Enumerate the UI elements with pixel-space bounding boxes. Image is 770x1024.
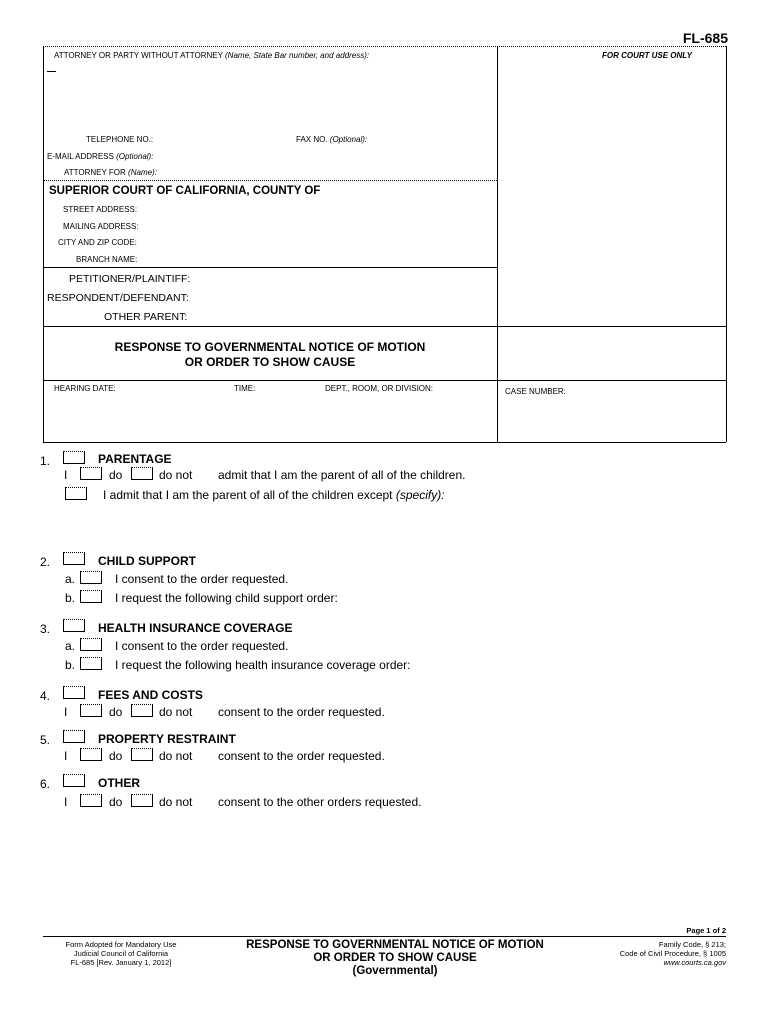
- item-2-number: 2.: [40, 555, 51, 569]
- email-label: E-MAIL ADDRESS (Optional):: [47, 152, 154, 161]
- health-title: HEALTH INSURANCE COVERAGE: [98, 621, 293, 635]
- child-support-b-checkbox[interactable]: [80, 590, 102, 603]
- parentage-do-checkbox[interactable]: [80, 467, 102, 480]
- city-zip-label: CITY AND ZIP CODE:: [58, 238, 137, 247]
- health-b-checkbox[interactable]: [80, 657, 102, 670]
- parentage-title: PARENTAGE: [98, 452, 172, 466]
- form-id: FL-685: [682, 30, 728, 46]
- time-label: TIME:: [234, 384, 256, 393]
- footer-rule: [43, 936, 726, 937]
- item-3-number: 3.: [40, 622, 51, 636]
- health-a-text: I consent to the order requested.: [115, 639, 289, 653]
- court-divider: [43, 180, 497, 181]
- court-use-label: FOR COURT USE ONLY: [602, 51, 692, 60]
- parentage-do-not-label: do not: [159, 468, 193, 482]
- item-6-number: 6.: [40, 777, 51, 791]
- child-support-title: CHILD SUPPORT: [98, 554, 197, 568]
- fees-do-checkbox[interactable]: [80, 704, 102, 717]
- fees-do-label: do: [109, 705, 123, 719]
- item-4-number: 4.: [40, 689, 51, 703]
- property-do-label: do: [109, 749, 123, 763]
- property-do-not-checkbox[interactable]: [131, 748, 153, 761]
- other-checkbox[interactable]: [63, 774, 85, 787]
- fees-i: I: [64, 705, 68, 719]
- parentage-i: I: [64, 468, 68, 482]
- other-text: consent to the other orders requested.: [218, 795, 422, 809]
- attorney-header: ATTORNEY OR PARTY WITHOUT ATTORNEY (Name, State Bar number, and address):: [54, 51, 370, 60]
- court-title: SUPERIOR COURT OF CALIFORNIA, COUNTY OF: [49, 185, 321, 197]
- fees-checkbox[interactable]: [63, 686, 85, 699]
- hearing-date-label: HEARING DATE:: [54, 384, 116, 393]
- telephone-label: TELEPHONE NO.:: [86, 135, 154, 144]
- health-b-label: b.: [65, 658, 76, 672]
- dept-label: DEPT., ROOM, OR DIVISION:: [325, 384, 434, 393]
- property-title: PROPERTY RESTRAINT: [98, 732, 236, 746]
- street-address-label: STREET ADDRESS:: [63, 205, 138, 214]
- item-5-number: 5.: [40, 733, 51, 747]
- fax-label: FAX NO. (Optional):: [296, 135, 368, 144]
- page-number: Page 1 of 2: [686, 926, 726, 935]
- fees-text: consent to the order requested.: [218, 705, 385, 719]
- petitioner-label: PETITIONER/PLAINTIFF:: [69, 273, 191, 285]
- other-do-not-checkbox[interactable]: [131, 794, 153, 807]
- other-title: OTHER: [98, 776, 140, 790]
- fees-do-not-checkbox[interactable]: [131, 704, 153, 717]
- health-checkbox[interactable]: [63, 619, 85, 632]
- property-checkbox[interactable]: [63, 730, 85, 743]
- health-a-checkbox[interactable]: [80, 638, 102, 651]
- fees-do-not-label: do not: [159, 705, 193, 719]
- child-support-b-text: I request the following child support order:: [115, 591, 338, 605]
- other-do-label: do: [109, 795, 123, 809]
- caption-top-border: [43, 46, 726, 47]
- parentage-checkbox[interactable]: [63, 451, 85, 464]
- property-do-not-label: do not: [159, 749, 193, 763]
- child-support-a-checkbox[interactable]: [80, 571, 102, 584]
- other-parent-label: OTHER PARENT:: [104, 311, 188, 323]
- parentage-admit-text: admit that I am the parent of all of the children.: [218, 468, 466, 482]
- child-support-a-text: I consent to the order requested.: [115, 572, 289, 586]
- respondent-label: RESPONDENT/DEFENDANT:: [47, 292, 189, 304]
- fees-title: FEES AND COSTS: [98, 688, 203, 702]
- caption-right-border: [726, 46, 727, 442]
- footer-right: Family Code, § 213; Code of Civil Procedure, § 1005 www.courts.ca.gov: [619, 940, 726, 967]
- item-1-number: 1.: [40, 454, 51, 468]
- caption-left-border: [43, 46, 44, 442]
- caption-divider: [497, 46, 498, 442]
- footer-left: Form Adopted for Mandatory Use Judicial Council of California FL-685 [Rev. January 1, 2012]: [65, 940, 177, 967]
- health-b-text: I request the following health insurance coverage order:: [115, 658, 411, 672]
- parentage-except-text: I admit that I am the parent of all of the children except (specify):: [103, 488, 445, 502]
- attorney-name-mark: [47, 71, 56, 72]
- caption-bottom-border: [43, 442, 726, 443]
- other-i: I: [64, 795, 68, 809]
- attorney-for-label: ATTORNEY FOR (Name):: [64, 168, 157, 177]
- parentage-except-checkbox[interactable]: [65, 487, 87, 500]
- case-number-label: CASE NUMBER:: [505, 387, 566, 396]
- parentage-do-not-checkbox[interactable]: [131, 467, 153, 480]
- other-do-not-label: do not: [159, 795, 193, 809]
- form-title: RESPONSE TO GOVERNMENTAL NOTICE OF MOTION OR ORDER TO SHOW CAUSE: [114, 340, 426, 369]
- child-support-b-label: b.: [65, 591, 76, 605]
- other-do-checkbox[interactable]: [80, 794, 102, 807]
- title-divider-bottom: [43, 380, 726, 381]
- health-a-label: a.: [65, 639, 76, 653]
- child-support-checkbox[interactable]: [63, 552, 85, 565]
- property-text: consent to the order requested.: [218, 749, 385, 763]
- parties-divider: [43, 267, 497, 268]
- branch-name-label: BRANCH NAME:: [76, 255, 138, 264]
- child-support-a-label: a.: [65, 572, 76, 586]
- mailing-address-label: MAILING ADDRESS:: [63, 222, 139, 231]
- parentage-do-label: do: [109, 468, 123, 482]
- property-i: I: [64, 749, 68, 763]
- property-do-checkbox[interactable]: [80, 748, 102, 761]
- footer-title: RESPONSE TO GOVERNMENTAL NOTICE OF MOTION OR ORDER TO SHOW CAUSE (Governmental): [246, 939, 544, 977]
- title-divider-top: [43, 326, 726, 327]
